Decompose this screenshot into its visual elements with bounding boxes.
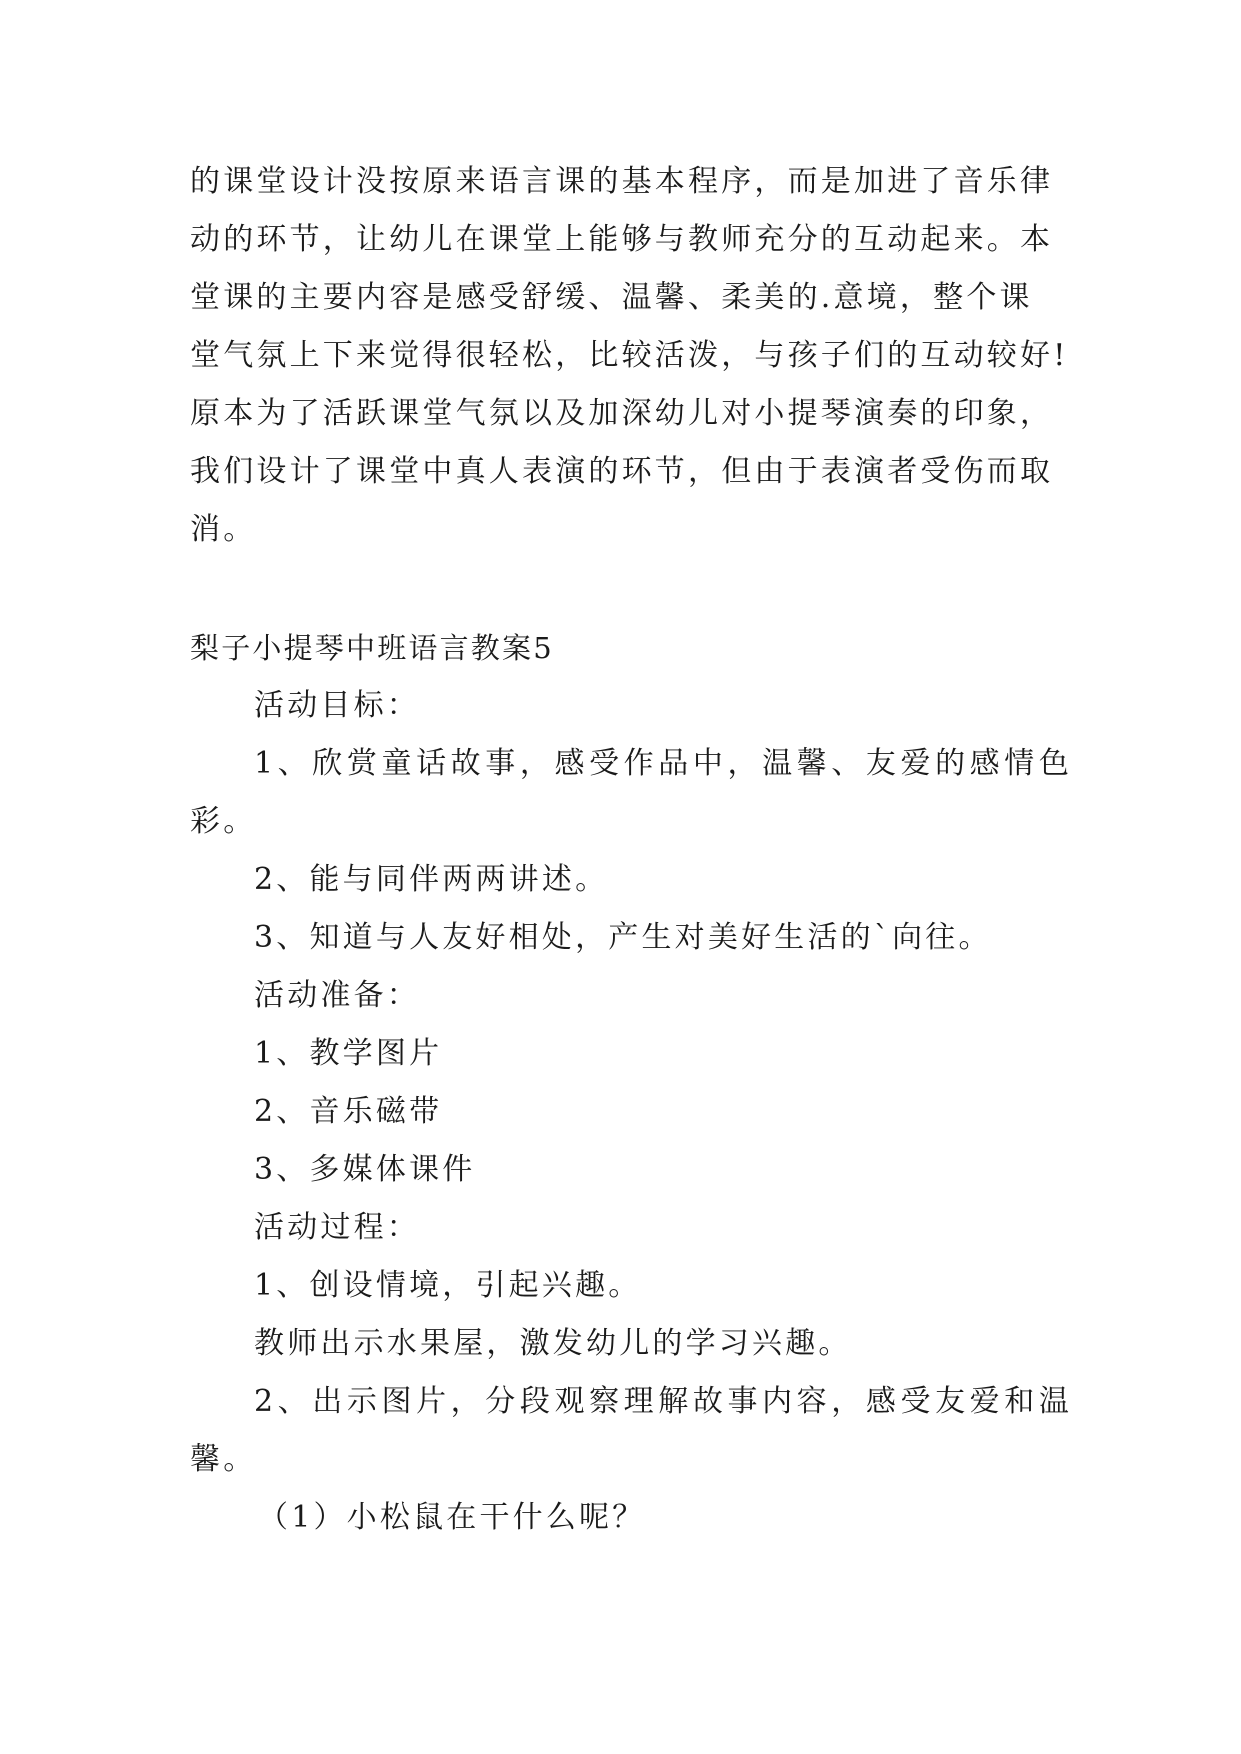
- goal-item-3: 3、知道与人友好相处，产生对美好生活的`向往。: [254, 920, 992, 955]
- goal-item-2: 2、能与同伴两两讲述。: [254, 862, 609, 897]
- paragraph-line: 原本为了活跃课堂气氛以及加深幼儿对小提琴演奏的印象，: [190, 396, 1054, 431]
- process-heading: 活动过程：: [254, 1210, 420, 1245]
- preparation-heading: 活动准备：: [254, 978, 420, 1013]
- goal-item-1-line-2: 彩。: [190, 804, 257, 839]
- goals-heading: 活动目标：: [254, 688, 420, 723]
- paragraph-line: 的课堂设计没按原来语言课的基本程序，而是加进了音乐律: [190, 164, 1054, 199]
- paragraph-line: 动的环节，让幼儿在课堂上能够与教师充分的互动起来。本: [190, 222, 1054, 257]
- section-title: 梨子小提琴中班语言教案5: [190, 631, 554, 665]
- process-step-2-line-1: 2、出示图片，分段观察理解故事内容，感受友爱和温: [254, 1384, 1074, 1419]
- paragraph-line: 堂气氛上下来觉得很轻松，比较活泼，与孩子们的互动较好!: [190, 338, 1069, 373]
- goal-item-1-line-1: 1、欣赏童话故事，感受作品中，温馨、友爱的感情色: [254, 746, 1074, 781]
- paragraph-line: 我们设计了课堂中真人表演的环节，但由于表演者受伤而取: [190, 454, 1054, 489]
- preparation-item-2: 2、音乐磁带: [254, 1094, 443, 1129]
- preparation-item-1: 1、教学图片: [254, 1036, 443, 1071]
- process-step-2-line-2: 馨。: [190, 1442, 257, 1477]
- process-step-1: 1、创设情境，引起兴趣。: [254, 1268, 642, 1303]
- process-step-1-detail: 教师出示水果屋，激发幼儿的学习兴趣。: [254, 1326, 852, 1361]
- paragraph-line: 堂课的主要内容是感受舒缓、温馨、柔美的.意境，整个课: [190, 280, 1033, 315]
- process-question-1: （1）小松鼠在干什么呢？: [258, 1500, 646, 1535]
- preparation-item-3: 3、多媒体课件: [254, 1152, 476, 1187]
- paragraph-line: 消。: [190, 512, 257, 547]
